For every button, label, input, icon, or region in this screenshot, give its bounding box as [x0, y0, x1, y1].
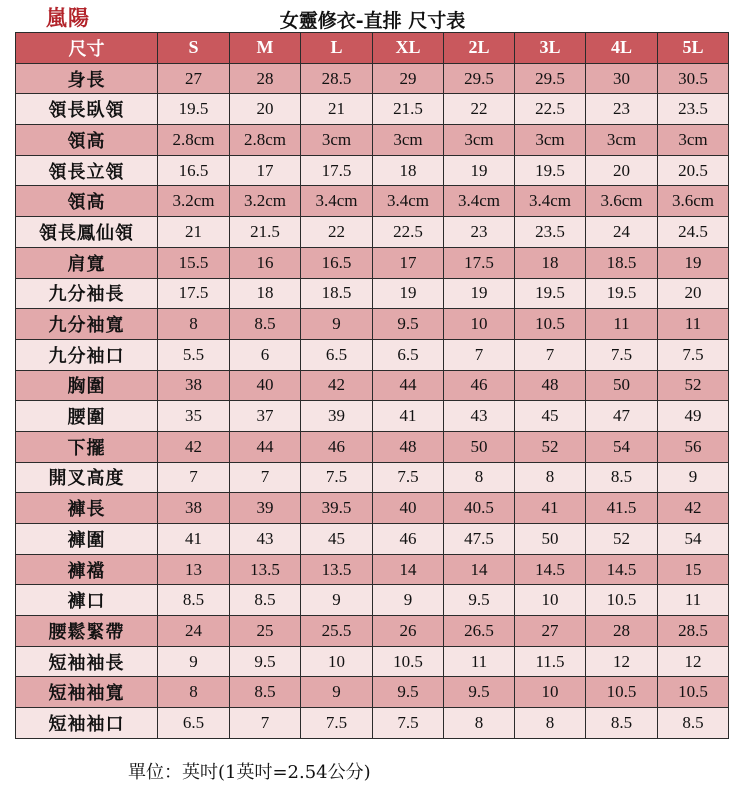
- measurement-cell: 40: [230, 370, 301, 401]
- table-row: [16, 708, 729, 739]
- row-label-cell: 肩寬: [16, 247, 158, 278]
- measurement-cell: 9: [301, 677, 373, 708]
- table-row: [16, 585, 729, 616]
- measurement-cell: 7.5: [373, 462, 444, 493]
- measurement-cell: 6.5: [158, 708, 230, 739]
- table-row: [16, 155, 729, 186]
- row-label-cell: 領高: [16, 125, 158, 156]
- measurement-cell: 19: [444, 155, 515, 186]
- measurement-cell: 45: [515, 401, 586, 432]
- measurement-cell: 22.5: [515, 94, 586, 125]
- measurement-cell: 16.5: [301, 247, 373, 278]
- measurement-cell: 9.5: [230, 646, 301, 677]
- table-row: [16, 309, 729, 340]
- measurement-cell: 10.5: [658, 677, 729, 708]
- measurement-cell: 17: [373, 247, 444, 278]
- row-label-cell: 褲口: [16, 585, 158, 616]
- measurement-cell: 7.5: [586, 339, 658, 370]
- measurement-cell: 9: [301, 309, 373, 340]
- measurement-cell: 3.4cm: [515, 186, 586, 217]
- measurement-cell: 54: [658, 524, 729, 555]
- measurement-cell: 46: [373, 524, 444, 555]
- measurement-cell: 14.5: [586, 554, 658, 585]
- table-row: [16, 616, 729, 647]
- row-label-cell: 短袖袖寬: [16, 677, 158, 708]
- table-row: [16, 554, 729, 585]
- table-row: [16, 94, 729, 125]
- measurement-cell: 9: [658, 462, 729, 493]
- measurement-cell: 50: [444, 431, 515, 462]
- measurement-cell: 12: [658, 646, 729, 677]
- measurement-cell: 50: [586, 370, 658, 401]
- measurement-cell: 24.5: [658, 217, 729, 248]
- measurement-cell: 15.5: [158, 247, 230, 278]
- measurement-cell: 7.5: [301, 708, 373, 739]
- measurement-cell: 8.5: [230, 309, 301, 340]
- table-row: [16, 524, 729, 555]
- measurement-cell: 23: [444, 217, 515, 248]
- measurement-cell: 42: [301, 370, 373, 401]
- table-row: [16, 401, 729, 432]
- row-label-cell: 九分袖寬: [16, 309, 158, 340]
- measurement-cell: 52: [515, 431, 586, 462]
- size-header-cell: 4L: [586, 33, 658, 64]
- measurement-cell: 21.5: [373, 94, 444, 125]
- measurement-cell: 50: [515, 524, 586, 555]
- measurement-cell: 8.5: [586, 462, 658, 493]
- measurement-cell: 26: [373, 616, 444, 647]
- measurement-cell: 52: [586, 524, 658, 555]
- measurement-cell: 8.5: [586, 708, 658, 739]
- row-label-cell: 褲長: [16, 493, 158, 524]
- measurement-cell: 13: [158, 554, 230, 585]
- measurement-cell: 39: [301, 401, 373, 432]
- measurement-cell: 14: [444, 554, 515, 585]
- measurement-cell: 28.5: [658, 616, 729, 647]
- measurement-cell: 7: [158, 462, 230, 493]
- measurement-cell: 14.5: [515, 554, 586, 585]
- row-label-cell: 胸圍: [16, 370, 158, 401]
- measurement-cell: 9: [158, 646, 230, 677]
- measurement-cell: 6.5: [373, 339, 444, 370]
- measurement-cell: 28: [230, 63, 301, 94]
- measurement-cell: 8: [158, 677, 230, 708]
- measurement-cell: 3cm: [444, 125, 515, 156]
- measurement-cell: 44: [373, 370, 444, 401]
- measurement-cell: 10.5: [586, 585, 658, 616]
- measurement-cell: 20: [658, 278, 729, 309]
- measurement-cell: 49: [658, 401, 729, 432]
- measurement-cell: 10.5: [373, 646, 444, 677]
- measurement-cell: 8.5: [230, 677, 301, 708]
- measurement-cell: 3cm: [586, 125, 658, 156]
- measurement-cell: 35: [158, 401, 230, 432]
- measurement-cell: 19: [444, 278, 515, 309]
- measurement-cell: 7: [444, 339, 515, 370]
- table-row: [16, 125, 729, 156]
- measurement-cell: 9.5: [444, 585, 515, 616]
- measurement-cell: 17.5: [444, 247, 515, 278]
- measurement-cell: 13.5: [301, 554, 373, 585]
- measurement-cell: 19.5: [515, 155, 586, 186]
- row-label-cell: 領長立領: [16, 155, 158, 186]
- measurement-cell: 16.5: [158, 155, 230, 186]
- measurement-cell: 8: [444, 462, 515, 493]
- measurement-cell: 40: [373, 493, 444, 524]
- measurement-cell: 26.5: [444, 616, 515, 647]
- measurement-cell: 8.5: [158, 585, 230, 616]
- measurement-cell: 45: [301, 524, 373, 555]
- measurement-cell: 6: [230, 339, 301, 370]
- measurement-cell: 20: [586, 155, 658, 186]
- measurement-cell: 44: [230, 431, 301, 462]
- measurement-cell: 43: [230, 524, 301, 555]
- header-corner-cell: 尺寸: [16, 33, 158, 64]
- table-row: [16, 646, 729, 677]
- page-title: 女靈修衣-直排 尺寸表: [279, 10, 466, 32]
- measurement-cell: 3cm: [301, 125, 373, 156]
- measurement-cell: 3cm: [373, 125, 444, 156]
- measurement-cell: 7.5: [301, 462, 373, 493]
- measurement-cell: 22: [301, 217, 373, 248]
- row-label-cell: 褲圍: [16, 524, 158, 555]
- measurement-cell: 9.5: [444, 677, 515, 708]
- measurement-cell: 2.8cm: [158, 125, 230, 156]
- measurement-cell: 8: [158, 309, 230, 340]
- measurement-cell: 13.5: [230, 554, 301, 585]
- measurement-cell: 15: [658, 554, 729, 585]
- row-label-cell: 領長臥領: [16, 94, 158, 125]
- measurement-cell: 41: [515, 493, 586, 524]
- row-label-cell: 腰圍: [16, 401, 158, 432]
- measurement-cell: 25: [230, 616, 301, 647]
- measurement-cell: 11.5: [515, 646, 586, 677]
- measurement-cell: 10: [515, 585, 586, 616]
- measurement-cell: 16: [230, 247, 301, 278]
- row-label-cell: 腰鬆緊帶: [16, 616, 158, 647]
- measurement-cell: 10: [444, 309, 515, 340]
- measurement-cell: 47.5: [444, 524, 515, 555]
- measurement-cell: 30: [586, 63, 658, 94]
- measurement-cell: 38: [158, 370, 230, 401]
- measurement-cell: 3cm: [515, 125, 586, 156]
- row-label-cell: 領長鳳仙領: [16, 217, 158, 248]
- measurement-cell: 42: [158, 431, 230, 462]
- measurement-cell: 10: [515, 677, 586, 708]
- measurement-cell: 10.5: [586, 677, 658, 708]
- measurement-cell: 46: [301, 431, 373, 462]
- measurement-cell: 8: [515, 708, 586, 739]
- measurement-cell: 3.4cm: [373, 186, 444, 217]
- measurement-cell: 10: [301, 646, 373, 677]
- table-row: [16, 63, 729, 94]
- measurement-cell: 6.5: [301, 339, 373, 370]
- measurement-cell: 27: [515, 616, 586, 647]
- measurement-cell: 3.2cm: [158, 186, 230, 217]
- measurement-cell: 22.5: [373, 217, 444, 248]
- measurement-cell: 3.4cm: [444, 186, 515, 217]
- measurement-cell: 24: [158, 616, 230, 647]
- measurement-cell: 27: [158, 63, 230, 94]
- measurement-cell: 7: [230, 708, 301, 739]
- brand-logo-text: 嵐陽: [46, 5, 90, 30]
- measurement-cell: 37: [230, 401, 301, 432]
- row-label-cell: 下擺: [16, 431, 158, 462]
- measurement-cell: 5.5: [158, 339, 230, 370]
- measurement-cell: 17.5: [158, 278, 230, 309]
- measurement-cell: 21: [158, 217, 230, 248]
- measurement-cell: 52: [658, 370, 729, 401]
- header-row: [16, 33, 729, 64]
- measurement-cell: 3.6cm: [658, 186, 729, 217]
- measurement-cell: 42: [658, 493, 729, 524]
- row-label-cell: 短袖袖口: [16, 708, 158, 739]
- measurement-cell: 7.5: [658, 339, 729, 370]
- table-row: [16, 217, 729, 248]
- row-label-cell: 褲襠: [16, 554, 158, 585]
- measurement-cell: 46: [444, 370, 515, 401]
- measurement-cell: 9.5: [373, 677, 444, 708]
- measurement-cell: 20.5: [658, 155, 729, 186]
- measurement-cell: 23: [586, 94, 658, 125]
- measurement-cell: 17.5: [301, 155, 373, 186]
- row-label-cell: 開叉高度: [16, 462, 158, 493]
- measurement-cell: 39: [230, 493, 301, 524]
- size-header-cell: 3L: [515, 33, 586, 64]
- measurement-cell: 11: [586, 309, 658, 340]
- measurement-cell: 11: [658, 309, 729, 340]
- measurement-cell: 3.2cm: [230, 186, 301, 217]
- table-row: [16, 431, 729, 462]
- unit-footnote: 單位：英吋(1英吋=2.54公分): [128, 762, 371, 783]
- measurement-cell: 8: [515, 462, 586, 493]
- measurement-cell: 19.5: [158, 94, 230, 125]
- measurement-cell: 29.5: [444, 63, 515, 94]
- measurement-cell: 23.5: [658, 94, 729, 125]
- table-row: [16, 339, 729, 370]
- measurement-cell: 17: [230, 155, 301, 186]
- table-row: [16, 247, 729, 278]
- measurement-cell: 18: [515, 247, 586, 278]
- measurement-cell: 9.5: [373, 309, 444, 340]
- measurement-cell: 18: [373, 155, 444, 186]
- row-label-cell: 九分袖口: [16, 339, 158, 370]
- measurement-cell: 9: [373, 585, 444, 616]
- measurement-cell: 7.5: [373, 708, 444, 739]
- measurement-cell: 41.5: [586, 493, 658, 524]
- measurement-cell: 7: [515, 339, 586, 370]
- measurement-cell: 21: [301, 94, 373, 125]
- measurement-cell: 18.5: [586, 247, 658, 278]
- measurement-cell: 23.5: [515, 217, 586, 248]
- measurement-cell: 40.5: [444, 493, 515, 524]
- measurement-cell: 7: [230, 462, 301, 493]
- measurement-cell: 19: [658, 247, 729, 278]
- size-chart-table: [15, 32, 729, 739]
- table-row: [16, 677, 729, 708]
- measurement-cell: 19.5: [515, 278, 586, 309]
- measurement-cell: 12: [586, 646, 658, 677]
- measurement-cell: 28: [586, 616, 658, 647]
- measurement-cell: 43: [444, 401, 515, 432]
- size-header-cell: 5L: [658, 33, 729, 64]
- measurement-cell: 41: [373, 401, 444, 432]
- measurement-cell: 18.5: [301, 278, 373, 309]
- size-header-cell: XL: [373, 33, 444, 64]
- row-label-cell: 短袖袖長: [16, 646, 158, 677]
- size-header-cell: S: [158, 33, 230, 64]
- row-label-cell: 九分袖長: [16, 278, 158, 309]
- measurement-cell: 8.5: [658, 708, 729, 739]
- measurement-cell: 48: [373, 431, 444, 462]
- measurement-cell: 8: [444, 708, 515, 739]
- row-label-cell: 身長: [16, 63, 158, 94]
- measurement-cell: 48: [515, 370, 586, 401]
- table-row: [16, 186, 729, 217]
- measurement-cell: 3.6cm: [586, 186, 658, 217]
- measurement-cell: 28.5: [301, 63, 373, 94]
- measurement-cell: 25.5: [301, 616, 373, 647]
- measurement-cell: 9: [301, 585, 373, 616]
- measurement-cell: 19.5: [586, 278, 658, 309]
- measurement-cell: 18: [230, 278, 301, 309]
- table-row: [16, 493, 729, 524]
- row-label-cell: 領高: [16, 186, 158, 217]
- measurement-cell: 39.5: [301, 493, 373, 524]
- measurement-cell: 30.5: [658, 63, 729, 94]
- measurement-cell: 10.5: [515, 309, 586, 340]
- measurement-cell: 3cm: [658, 125, 729, 156]
- measurement-cell: 21.5: [230, 217, 301, 248]
- measurement-cell: 2.8cm: [230, 125, 301, 156]
- measurement-cell: 24: [586, 217, 658, 248]
- size-header-cell: M: [230, 33, 301, 64]
- measurement-cell: 3.4cm: [301, 186, 373, 217]
- table-row: [16, 370, 729, 401]
- measurement-cell: 47: [586, 401, 658, 432]
- measurement-cell: 29.5: [515, 63, 586, 94]
- measurement-cell: 20: [230, 94, 301, 125]
- measurement-cell: 11: [444, 646, 515, 677]
- measurement-cell: 56: [658, 431, 729, 462]
- measurement-cell: 11: [658, 585, 729, 616]
- measurement-cell: 22: [444, 94, 515, 125]
- measurement-cell: 41: [158, 524, 230, 555]
- size-header-cell: 2L: [444, 33, 515, 64]
- measurement-cell: 19: [373, 278, 444, 309]
- table-row: [16, 462, 729, 493]
- measurement-cell: 8.5: [230, 585, 301, 616]
- table-row: [16, 278, 729, 309]
- table-body: [16, 63, 729, 738]
- measurement-cell: 38: [158, 493, 230, 524]
- measurement-cell: 14: [373, 554, 444, 585]
- measurement-cell: 54: [586, 431, 658, 462]
- size-header-cell: L: [301, 33, 373, 64]
- measurement-cell: 29: [373, 63, 444, 94]
